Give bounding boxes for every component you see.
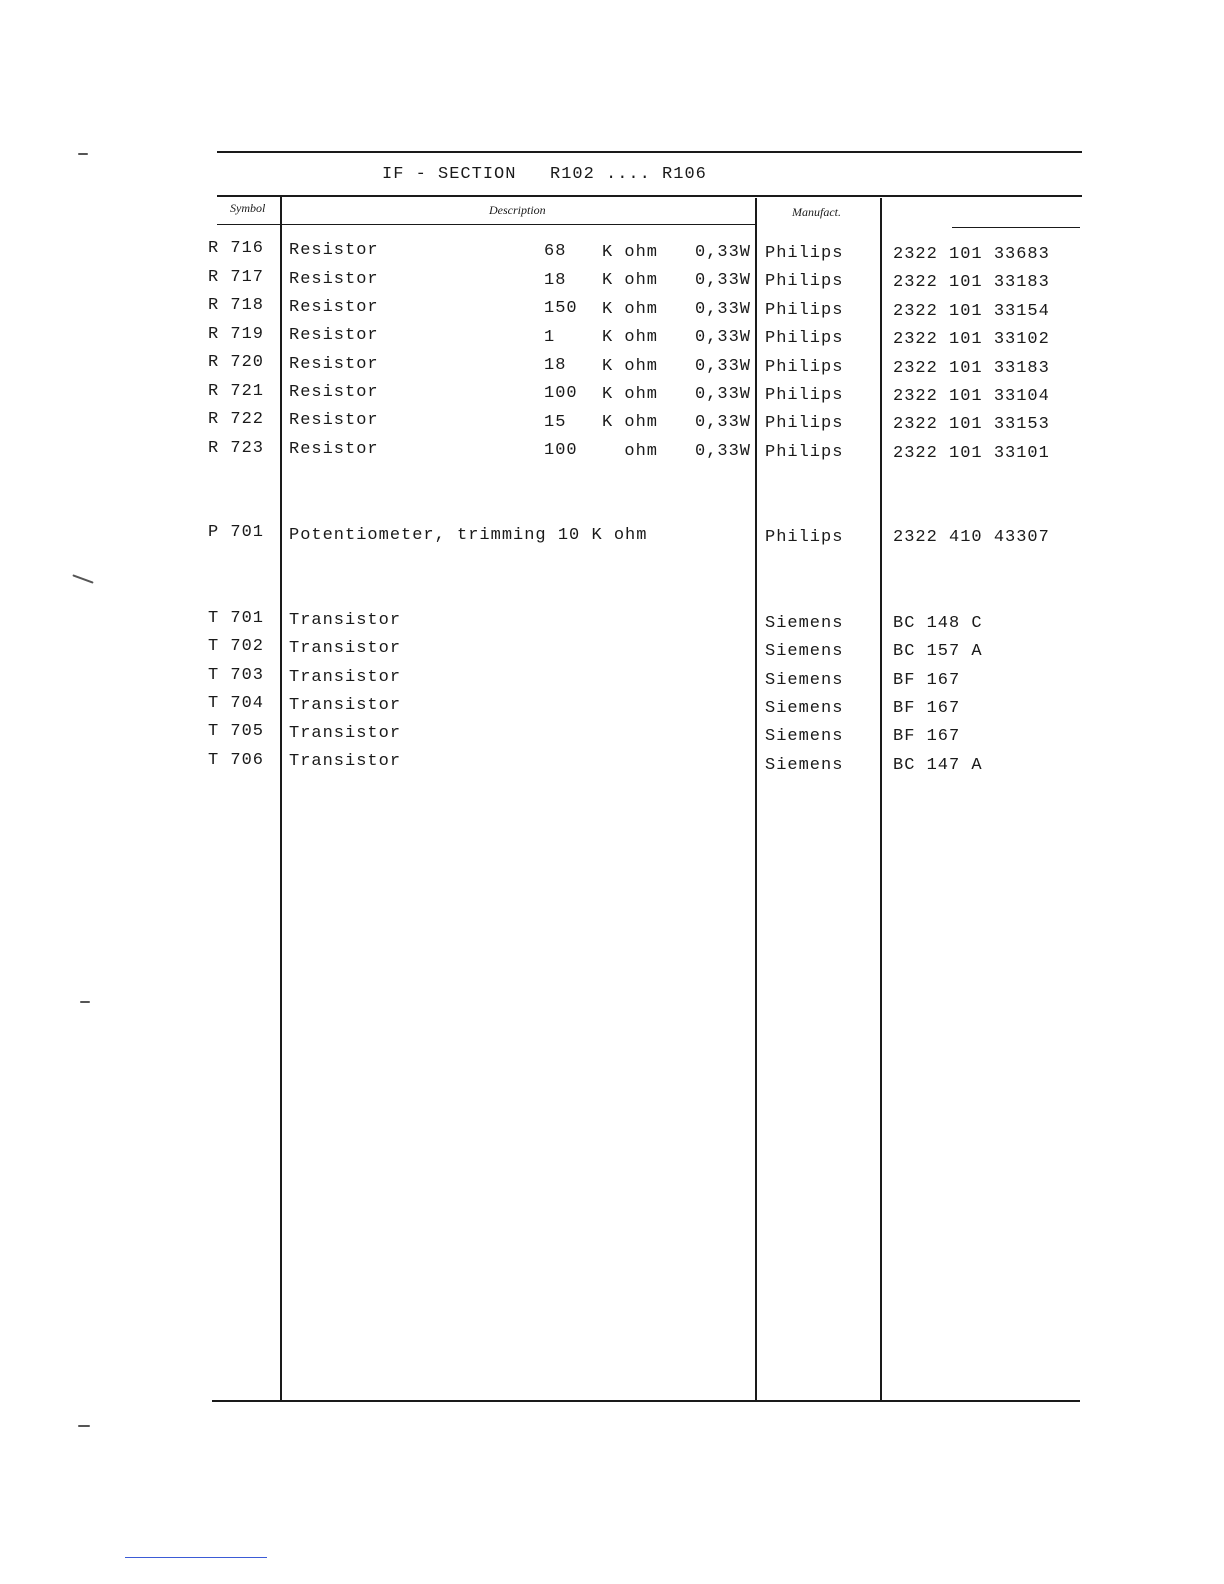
manufacturer: Philips [765,301,844,320]
power: 0,33W [695,271,752,290]
manufacturer: Philips [765,528,844,547]
part-number: BC 147 A [893,756,983,775]
symbol: T 702 [208,637,265,656]
part-number: 2322 101 33101 [893,444,1050,463]
manufacturer: Siemens [765,727,844,746]
column-divider-manufacturer [880,198,882,1400]
description: Resistor [289,326,379,345]
scan-mark [80,1001,90,1003]
symbol: R 716 [208,239,265,258]
part-number: BF 167 [893,671,961,690]
bottom-rule [212,1400,1080,1402]
manufacturer: Philips [765,443,844,462]
manufacturer: Philips [765,272,844,291]
unit: K ohm [602,413,659,432]
power: 0,33W [695,385,752,404]
scan-mark [78,153,88,155]
manufacturer: Philips [765,244,844,263]
symbol: P 701 [208,523,265,542]
part-number: 2322 101 33102 [893,330,1050,349]
description: Transistor [289,724,402,743]
scan-mark [78,1425,90,1427]
symbol: T 703 [208,666,265,685]
scan-mark [72,574,93,583]
manufacturer: Siemens [765,614,844,633]
symbol: T 706 [208,751,265,770]
description: Transistor [289,752,402,771]
part-number: 2322 101 33683 [893,245,1050,264]
power: 0,33W [695,243,752,262]
value: 150 [544,299,578,318]
description: Resistor [289,411,379,430]
manufacturer: Philips [765,386,844,405]
manufacturer: Philips [765,358,844,377]
symbol: R 719 [208,325,265,344]
header-bottom-rule-right [952,227,1080,228]
description: Resistor [289,440,379,459]
symbol: R 721 [208,382,265,401]
symbol: R 723 [208,439,265,458]
unit: K ohm [602,243,659,262]
unit: K ohm [602,300,659,319]
header-manufacturer: Manufact. [792,205,841,219]
symbol: T 705 [208,722,265,741]
manufacturer: Siemens [765,642,844,661]
manufacturer: Siemens [765,671,844,690]
power: 0,33W [695,300,752,319]
part-number: BF 167 [893,727,961,746]
header-top-rule [217,195,1082,197]
unit: ohm [602,442,659,461]
unit: K ohm [602,271,659,290]
description: Resistor [289,355,379,374]
description: Resistor [289,298,379,317]
description: Transistor [289,611,402,630]
footer-link-line [125,1557,267,1558]
part-number: 2322 101 33104 [893,387,1050,406]
unit: K ohm [602,328,659,347]
power: 0,33W [695,328,752,347]
power: 0,33W [695,357,752,376]
part-number: BC 148 C [893,614,983,633]
part-number: 2322 101 33183 [893,273,1050,292]
part-number: 2322 101 33183 [893,359,1050,378]
power: 0,33W [695,442,752,461]
part-number: 2322 410 43307 [893,528,1050,547]
unit: K ohm [602,357,659,376]
symbol: R 717 [208,268,265,287]
header-description: Description [489,203,546,217]
column-divider-symbol [280,196,282,1400]
description: Resistor [289,383,379,402]
top-rule [217,151,1082,153]
power: 0,33W [695,413,752,432]
manufacturer: Siemens [765,699,844,718]
symbol: R 718 [208,296,265,315]
column-divider-description [755,198,757,1400]
symbol: R 722 [208,410,265,429]
symbol: T 704 [208,694,265,713]
header-symbol: Symbol [230,201,266,215]
symbol: T 701 [208,609,265,628]
description: Resistor [289,241,379,260]
part-number: BC 157 A [893,642,983,661]
value: 15 [544,413,567,432]
header-bottom-rule-left [217,224,757,225]
manufacturer: Philips [765,329,844,348]
description: Transistor [289,668,402,687]
value: 18 [544,271,567,290]
part-number: 2322 101 33154 [893,302,1050,321]
value: 18 [544,356,567,375]
manufacturer: Philips [765,414,844,433]
value: 100 [544,441,578,460]
unit: K ohm [602,385,659,404]
part-number: BF 167 [893,699,961,718]
part-number: 2322 101 33153 [893,415,1050,434]
description: Transistor [289,639,402,658]
symbol: R 720 [208,353,265,372]
description: Resistor [289,270,379,289]
value: 100 [544,384,578,403]
description: Transistor [289,696,402,715]
section-title: IF - SECTION R102 .... R106 [382,165,707,184]
value: 68 [544,242,567,261]
description: Potentiometer, trimming 10 K ohm [289,526,648,545]
manufacturer: Siemens [765,756,844,775]
value: 1 [544,328,556,347]
